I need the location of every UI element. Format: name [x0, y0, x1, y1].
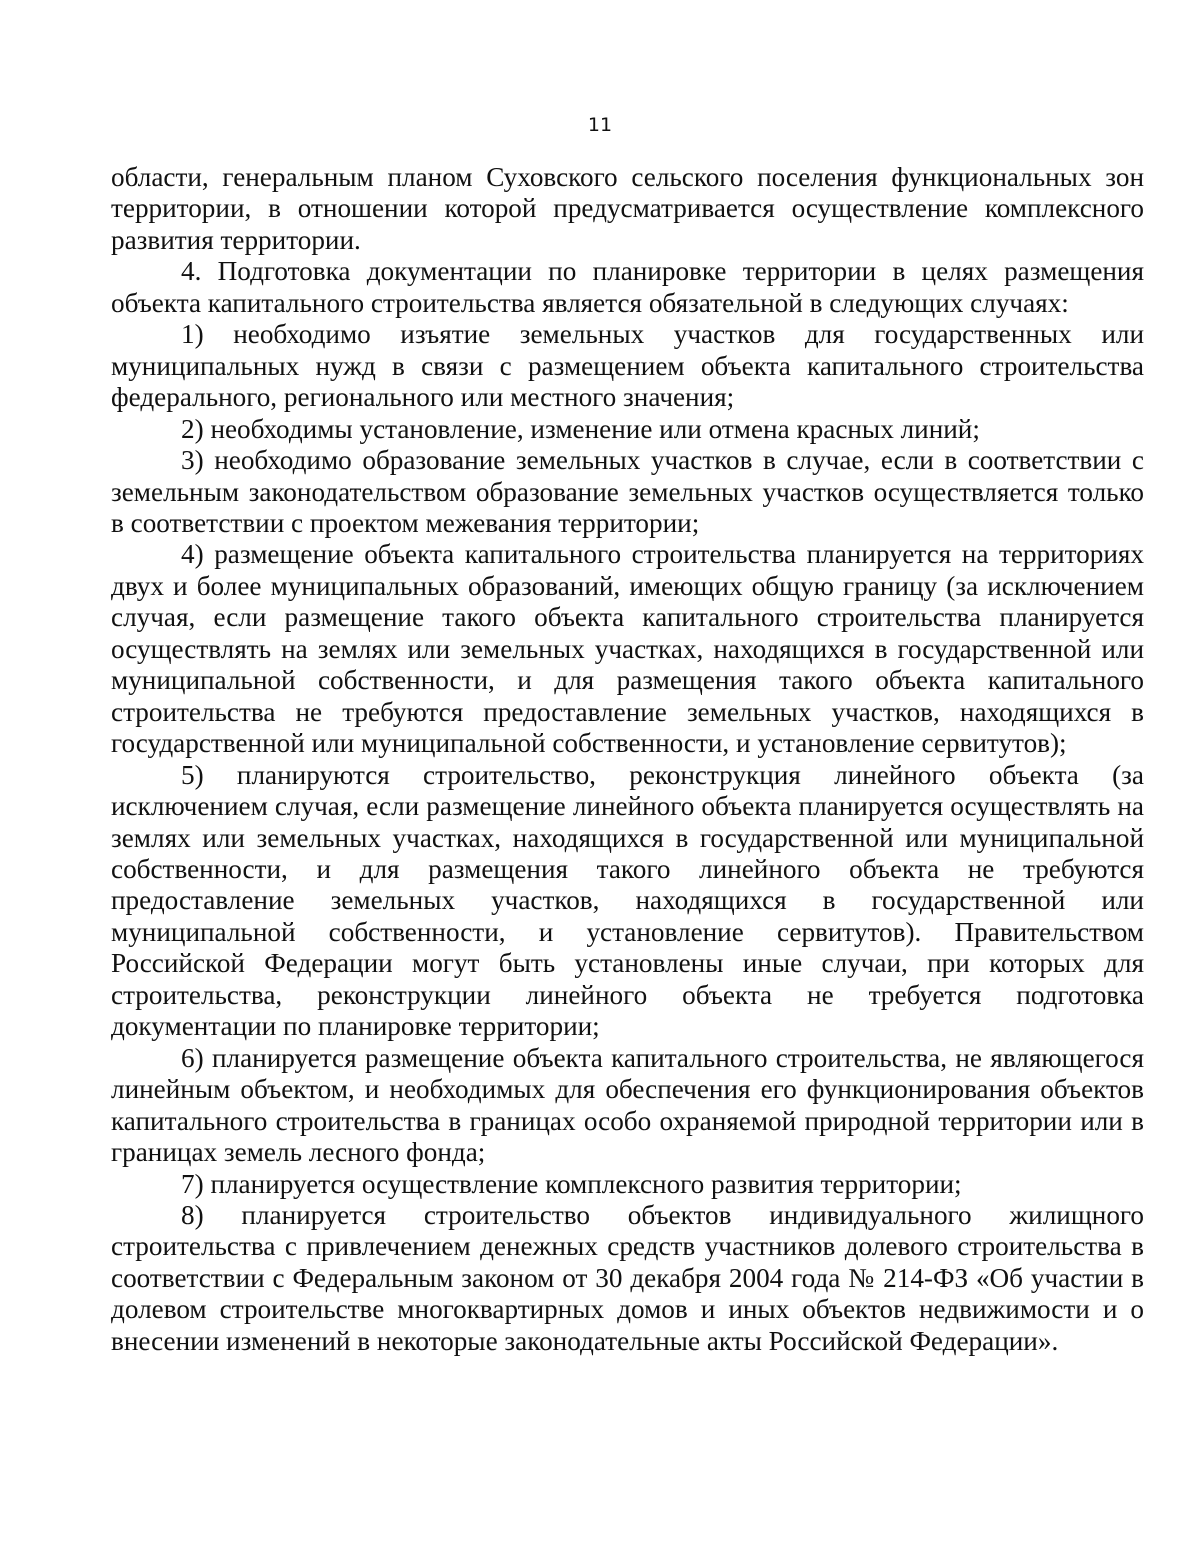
list-item-5: 5) планируются строительство, реконструкция линейного объекта (за исключением случая, если размещение линейного объекта планируется осуществлять на землях или земельных участках, находящихся в государственной или муниципальной собственности, и для размещения такого линейного объекта не требуются предоставление земельных участков, находящихся в государственной или муниципальной собственности, и установление сервитутов). Правительством Российской Федерации могут быть установлены иные случаи, при которых для строительства, реконструкции линейного объекта не требуется подготовка документации по планировке территории; — [111, 759, 1144, 1042]
list-item-1: 1) необходимо изъятие земельных участков для государственных или муниципальных нужд в связи с размещением объекта капитального строительства федерального, регионального или местного значения; — [111, 319, 1144, 413]
paragraph-item-4: 4. Подготовка документации по планировке территории в целях размещения объекта капитального строительства является обязательной в следующих случаях: — [111, 256, 1144, 318]
document-body — [111, 162, 1144, 1357]
list-item-2: 2) необходимы установление, изменение или отмена красных линий; — [181, 413, 980, 444]
page-number: 11 — [587, 114, 613, 136]
list-item-7: 7) планируется осуществление комплексного развития территории; — [181, 1168, 962, 1199]
list-item-3: 3) необходимо образование земельных участков в случае, если в соответствии с земельным законодательством образование земельных участков осуществляется только в соответствии с проектом межевания территории; — [111, 445, 1144, 538]
list-item-8: 8) планируется строительство объектов индивидуального жилищного строительства с привлечением денежных средств участников долевого строительства в соответствии с Федеральным законом от 30 декабря 2004 года № 214-ФЗ «Об участии в долевом строительстве многоквартирных домов и иных объектов недвижимости и о внесении изменений в некоторые законодательные акты Российской Федерации». — [111, 1199, 1144, 1356]
list-item-4: 4) размещение объекта капитального строительства планируется на территориях двух и более муниципальных образований, имеющих общую границу (за исключением случая, если размещение такого объекта капитального строительства планируется осуществлять на землях или земельных участках, находящихся в государственной или муниципальной собственности, и для размещения такого объекта капитального строительства не требуются предоставление земельных участков, находящихся в государственной или муниципальной собственности, и установление сервитутов); — [111, 539, 1144, 759]
list-item-6: 6) планируется размещение объекта капитального строительства, не являющегося линейным объектом, и необходимых для обеспечения его функционирования объектов капитального строительства в границах особо охраняемой природной территории или в границах земель лесного фонда; — [111, 1042, 1144, 1168]
paragraph-continuation: области, генеральным планом Суховского сельского поселения функциональных зон территории, в отношении которой предусматривается осуществление комплексного развития территории. — [111, 162, 1144, 255]
